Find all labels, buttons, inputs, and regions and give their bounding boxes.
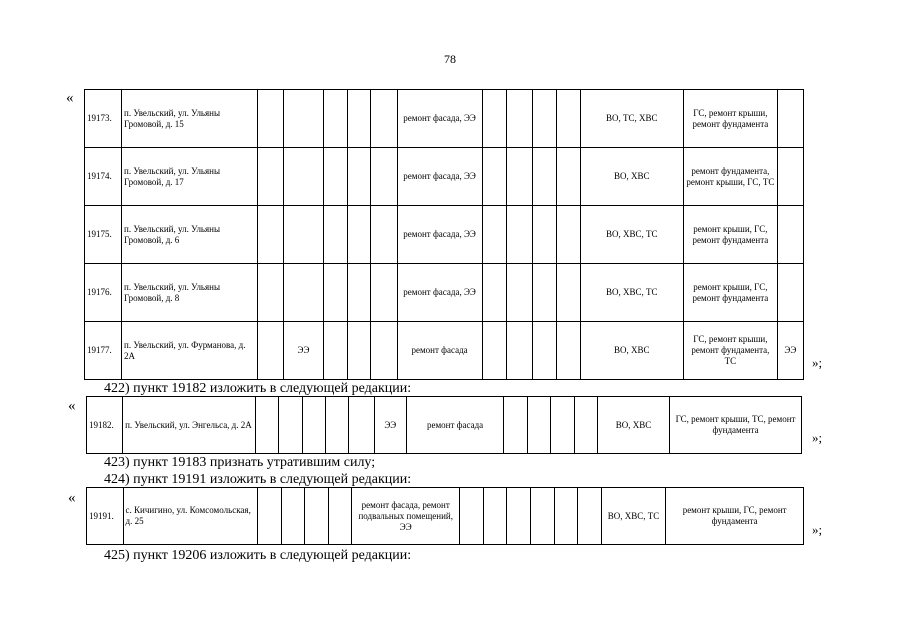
cell-1 (258, 206, 284, 264)
row-systems-2: ремонт крыши, ГС, ремонт фундамента (684, 264, 778, 322)
row-systems: ВО, ХВС, ТС (580, 206, 683, 264)
row-last: ЭЭ (777, 322, 803, 380)
cell-9 (532, 264, 556, 322)
cell-10 (556, 322, 580, 380)
paragraph-423: 423) пункт 19183 признать утратившим силу; (104, 455, 376, 470)
open-quote-3: « (68, 490, 76, 506)
cell-3 (323, 206, 347, 264)
paragraph-422: 422) пункт 19182 изложить в следующей редакции: (104, 381, 412, 396)
row-systems-2: ГС, ремонт крыши, ремонт фундамента, ТС (684, 322, 778, 380)
cell-10 (556, 90, 580, 148)
row-number: 19176. (85, 264, 122, 322)
row-last (777, 148, 803, 206)
cell-4 (347, 206, 371, 264)
cell-9 (532, 90, 556, 148)
row-address: п. Увельский, ул. Энгельса, д. 2А (123, 397, 256, 454)
row-systems: ВО, ХВС (597, 397, 669, 454)
table-row (87, 397, 802, 454)
cell-8 (506, 148, 532, 206)
cell-7 (482, 148, 506, 206)
table-row (87, 488, 804, 545)
cell-1 (258, 148, 284, 206)
close-quote-3: »; (812, 522, 823, 537)
cell-1 (258, 90, 284, 148)
register-table-2 (86, 396, 802, 454)
cell-3 (323, 322, 347, 380)
cell-7 (482, 206, 506, 264)
cell-4 (347, 90, 371, 148)
register-table-3 (86, 487, 804, 545)
table-row (85, 148, 804, 206)
row-address: п. Увельский, ул. Ульяны Громовой, д. 15 (122, 90, 258, 148)
row-number: 19174. (85, 148, 122, 206)
row-work: ремонт фасада, ЭЭ (397, 206, 482, 264)
cell-10 (556, 148, 580, 206)
row-last (777, 90, 803, 148)
row-systems: ВО, ХВС, ТС (580, 264, 683, 322)
row-systems-2: ГС, ремонт крыши, ремонт фундамента (684, 90, 778, 148)
cell-2: ЭЭ (284, 322, 323, 380)
row-work: ремонт фасада (397, 322, 482, 380)
row-work: ремонт фасада, ЭЭ (397, 264, 482, 322)
row-last (777, 206, 803, 264)
close-quote-2: »; (812, 430, 823, 445)
row-systems: ВО, ХВС (580, 148, 683, 206)
cell-5 (371, 206, 397, 264)
cell-7 (482, 264, 506, 322)
row-systems-2: ремонт крыши, ГС, ремонт фундамента (684, 206, 778, 264)
row-number: 19191. (87, 488, 124, 545)
open-quote: « (66, 90, 74, 106)
row-systems-2: ГС, ремонт крыши, ТС, ремонт фундамента (670, 397, 802, 454)
cell-10 (556, 206, 580, 264)
row-address: п. Увельский, ул. Ульяны Громовой, д. 8 (122, 264, 258, 322)
cell-5 (371, 90, 397, 148)
cell-1 (258, 322, 284, 380)
row-address: п. Увельский, ул. Ульяны Громовой, д. 17 (122, 148, 258, 206)
cell-9 (532, 206, 556, 264)
cell-1 (258, 264, 284, 322)
cell-2 (284, 148, 323, 206)
cell-2 (284, 90, 323, 148)
paragraph-425: 425) пункт 19206 изложить в следующей редакции: (104, 548, 412, 563)
row-systems: ВО, ХВС, ТС (601, 488, 665, 545)
row-address: п. Увельский, ул. Ульяны Громовой, д. 6 (122, 206, 258, 264)
cell-5 (371, 148, 397, 206)
row-systems: ВО, ХВС (580, 322, 683, 380)
cell-2 (284, 264, 323, 322)
row-last (777, 264, 803, 322)
row-work: ремонт фасада (406, 397, 504, 454)
row-number: 19177. (85, 322, 122, 380)
row-number: 19182. (87, 397, 123, 454)
cell-3 (323, 90, 347, 148)
row-work: ремонт фасада, ЭЭ (397, 148, 482, 206)
cell-8 (506, 90, 532, 148)
row-number: 19173. (85, 90, 122, 148)
open-quote-2: « (68, 398, 76, 414)
close-quote: »; (812, 355, 823, 370)
row-address: с. Кичигино, ул. Комсомольская, д. 25 (123, 488, 257, 545)
cell-9 (532, 148, 556, 206)
cell-3 (323, 264, 347, 322)
row-systems-2: ремонт фундамента, ремонт крыши, ГС, ТС (684, 148, 778, 206)
table-row (85, 264, 804, 322)
cell-5 (371, 264, 397, 322)
cell-10 (556, 264, 580, 322)
cell-8 (506, 264, 532, 322)
paragraph-424: 424) пункт 19191 изложить в следующей редакции: (104, 472, 412, 487)
cell-5 (371, 322, 397, 380)
row-work: ремонт фасада, ЭЭ (397, 90, 482, 148)
cell-7 (482, 90, 506, 148)
cell-2 (284, 206, 323, 264)
row-systems: ВО, ТС, ХВС (580, 90, 683, 148)
cell-8 (506, 206, 532, 264)
cell-4 (347, 148, 371, 206)
cell-9 (532, 322, 556, 380)
cell-3 (323, 148, 347, 206)
cell-4 (347, 322, 371, 380)
cell-7 (482, 322, 506, 380)
table-row (85, 90, 804, 148)
cell-8 (506, 322, 532, 380)
page-number: 78 (444, 52, 456, 66)
row-address: п. Увельский, ул. Фурманова, д. 2А (122, 322, 258, 380)
register-table-1 (84, 89, 804, 380)
row-systems-2: ремонт крыши, ГС, ремонт фундамента (666, 488, 804, 545)
row-number: 19175. (85, 206, 122, 264)
table-row (85, 206, 804, 264)
row-ee: ЭЭ (374, 397, 406, 454)
row-work: ремонт фасада, ремонт подвальных помещений, ЭЭ (352, 488, 459, 545)
table-row (85, 322, 804, 380)
cell-4 (347, 264, 371, 322)
